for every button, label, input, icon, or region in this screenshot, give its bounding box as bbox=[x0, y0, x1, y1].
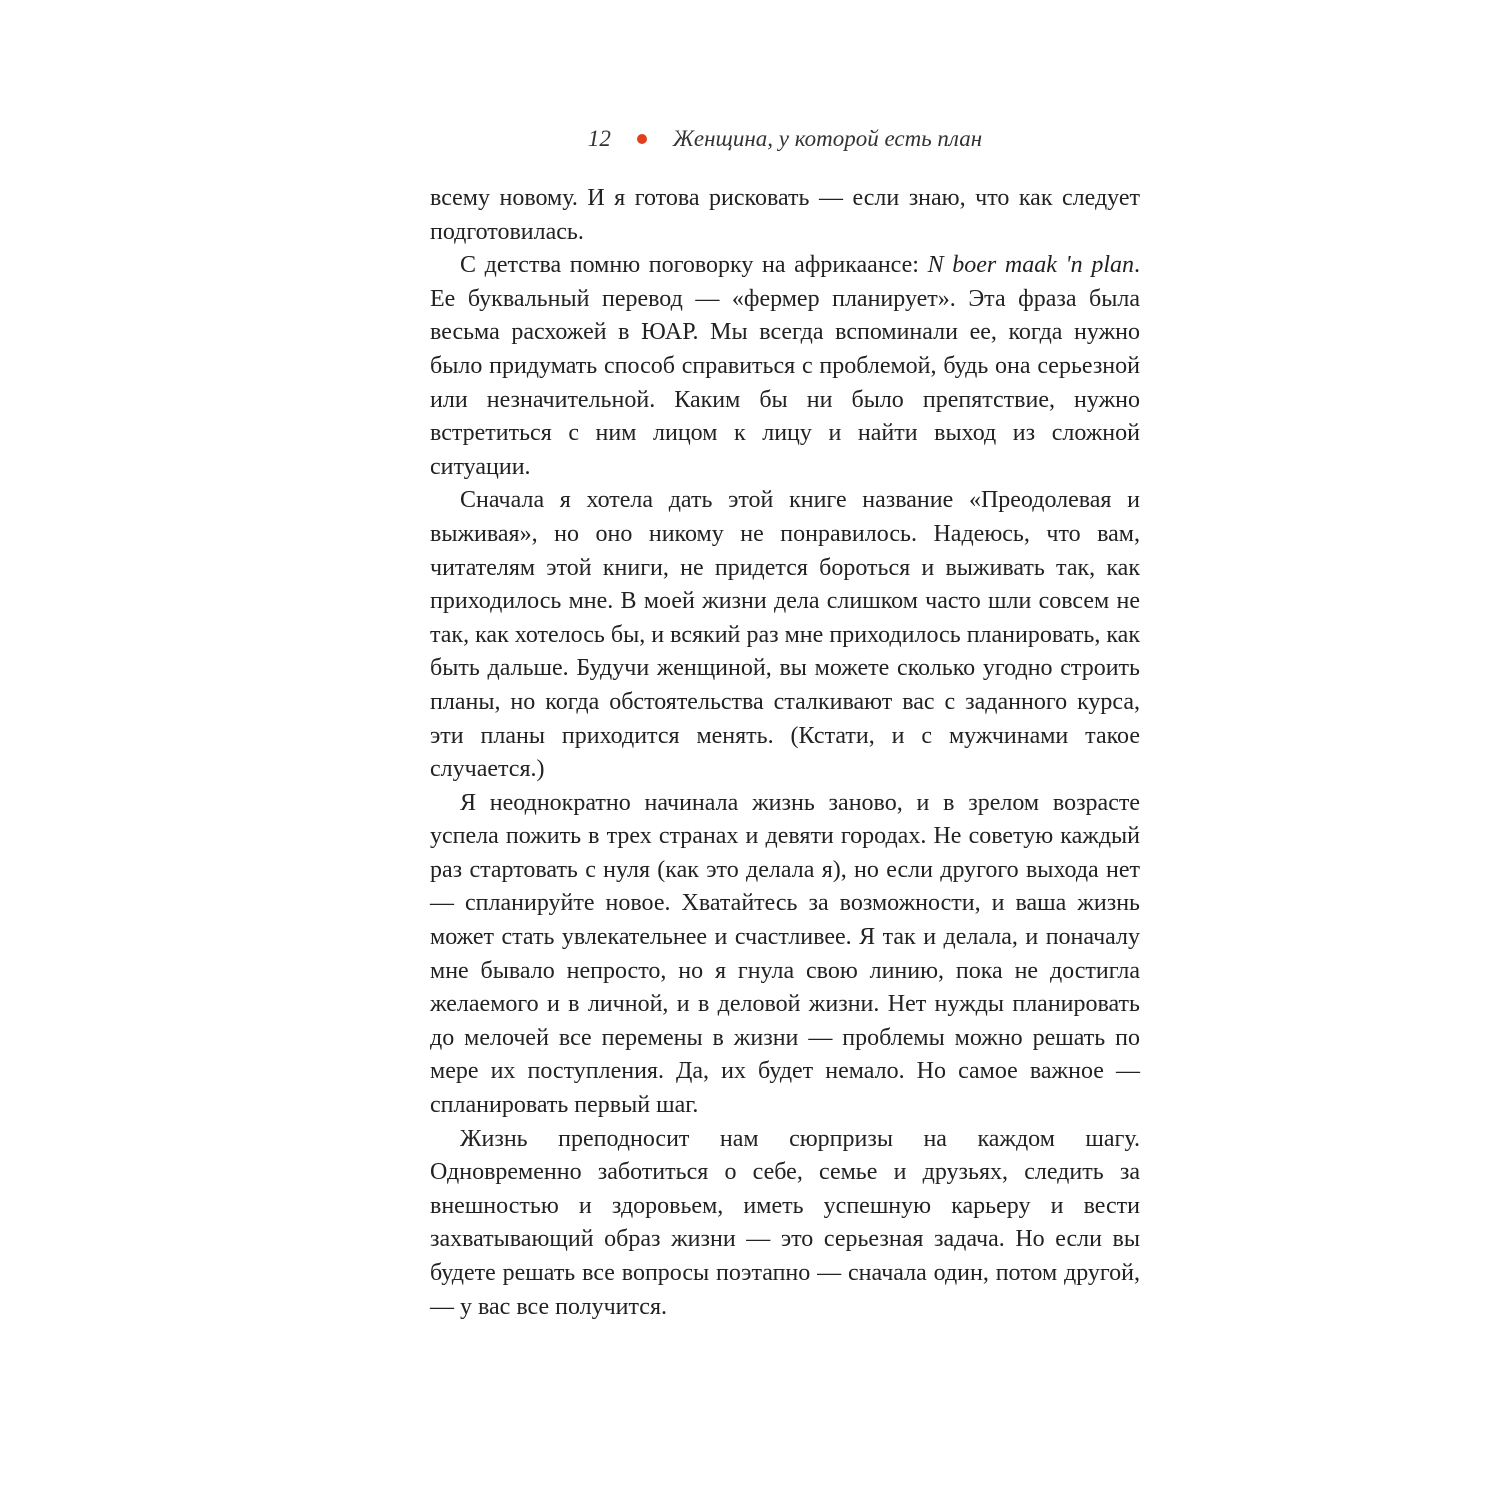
running-title: Женщина, у которой есть план bbox=[672, 126, 983, 151]
paragraph-text: С детства помню поговорку на африкаансе: bbox=[460, 252, 928, 279]
running-head bbox=[430, 124, 1140, 154]
page-body bbox=[430, 182, 1140, 1324]
paragraph-text: . Ее буквальный перевод — «фермер планирует». Эта фраза была весьма расхожей в ЮАР. Мы всегда вспоминали ее, когда нужно было придумать способ справиться с проблемой, будь она серьезной или незначительной. Каким бы ни было препятствие, нужно встретиться с ним лицом к лицу и найти выход из сложной ситуации. bbox=[430, 252, 1140, 480]
afrikaans-phrase: N boer maak 'n plan bbox=[927, 252, 1134, 279]
paragraph-afrikaans-saying bbox=[430, 249, 1140, 484]
bullet-separator-icon bbox=[637, 134, 647, 144]
paragraph-starting-over: Я неоднократно начинала жизнь заново, и в зрелом возрасте успела пожить в трех странах и девяти городах. Не советую каждый раз стартовать с нуля (как это делала я), но если другого выхода нет — спланируйте новое. Хватайтесь за возможности, и ваша жизнь может стать увлекательнее и счастливее. Я так и делала, и поначалу мне бывало непросто, но я гнула свою линию, пока не достигла желаемого и в личной, и в деловой жизни. Нет нужды планировать до мелочей все перемены в жизни — проблемы можно решать по мере их поступления. Да, их будет немало. Но самое важное — спланировать первый шаг. bbox=[430, 789, 1140, 1119]
paragraph-life-surprises: Жизнь преподносит нам сюрпризы на каждом шагу. Одновременно заботиться о себе, семье и друзьях, следить за внешностью и здоровьем, иметь успешную карьеру и вести захватывающий образ жизни — это серьезная задача. Но если вы будете решать все вопросы поэтапно — сначала один, потом другой, — у вас все получится. bbox=[430, 1125, 1140, 1320]
page-number: 12 bbox=[587, 126, 611, 151]
paragraph-book-title: Сначала я хотела дать этой книге название «Преодолевая и выживая», но оно никому не понравилось. Надеюсь, что вам, читателям этой книги, не придется бороться и выживать так, как приходилось мне. В моей жизни дела слишком часто шли совсем не так, как хотелось бы, и всякий раз мне приходилось планировать, как быть дальше. Будучи женщиной, вы можете сколько угодно строить планы, но когда обстоятельства сталкивают вас с заданного курса, эти планы приходится менять. (Кстати, и с мужчинами такое случается.) bbox=[430, 487, 1140, 783]
paragraph-continuation: всему новому. И я готова рисковать — если знаю, что как следует подготовилась. bbox=[430, 185, 1140, 245]
